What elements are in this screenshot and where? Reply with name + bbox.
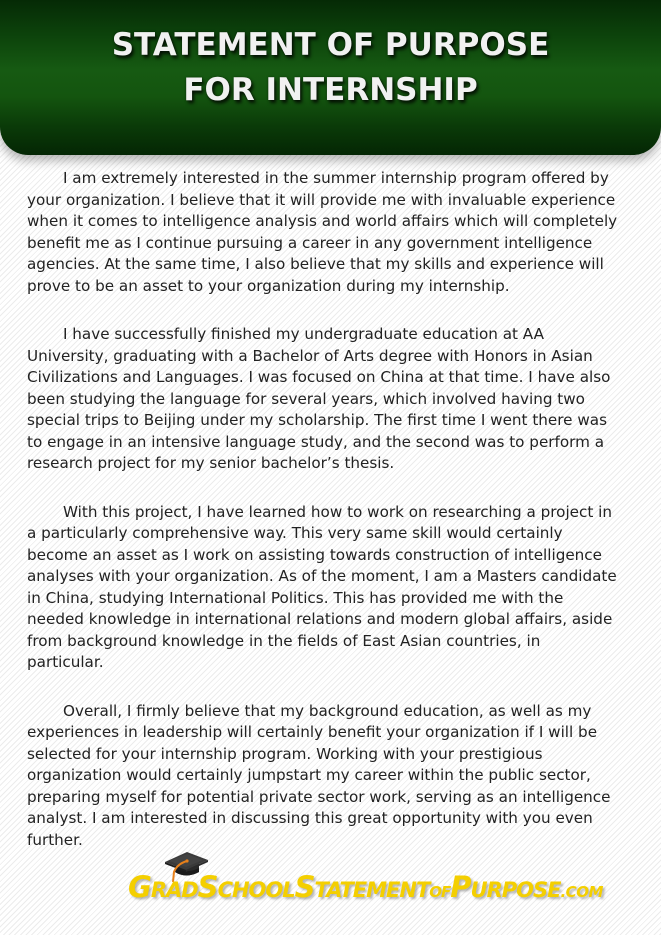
paragraph-2	[27, 324, 637, 475]
text-line: Civilizations and Languages. I was focused on China at that time. I have also	[27, 368, 611, 386]
text-line: selected for your internship program. Working with your prestigious	[27, 744, 543, 763]
text-line: prove to be an asset to your organization during my internship.	[27, 276, 510, 295]
text-line: when it comes to intelligence analysis and world affairs which will completely	[27, 212, 618, 230]
text-line: been studying the language for several years, which involved having two	[27, 389, 585, 408]
text-line: Overall, I firmly believe that my background education, as well as my	[63, 701, 592, 720]
text-line: benefit me as I continue pursuing a career in any government intelligence	[27, 233, 593, 252]
logo-part: G	[128, 870, 151, 904]
logo-part: P	[450, 870, 471, 904]
paragraph-1	[27, 168, 637, 297]
text-line: I am extremely interested in the summer internship program offered by	[63, 169, 609, 187]
logo-part: OF	[429, 883, 451, 901]
text-line: agencies. At the same time, I also believe that my skills and experience will	[27, 255, 604, 273]
text-line: University, graduating with a Bachelor of Arts degree with Honors in Asian	[27, 346, 593, 365]
text-line: in China, studying International Politics. This has provided me with the	[27, 588, 564, 607]
logo-wordmark	[128, 870, 603, 904]
text-line: become an asset as I work on assisting towards construction of intelligence	[27, 545, 603, 564]
logo-part: RAD	[150, 878, 198, 902]
logo-part: .COM	[560, 883, 603, 901]
text-line: from background knowledge in the fields of East Asian countries, in	[27, 631, 541, 650]
text-line: experiences in leadership will certainly benefit your organization if I will be	[27, 723, 598, 741]
text-line: I have successfully finished my undergraduate education at AA	[63, 325, 544, 343]
text-line: needed knowledge in international relations and modern global affairs, aside	[27, 610, 613, 628]
text-line: a particularly comprehensive way. This very same skill would certainly	[27, 524, 563, 542]
site-logo[interactable]	[128, 848, 603, 908]
logo-part: TATEMENT	[314, 878, 430, 902]
logo-part: URPOSE	[470, 878, 561, 902]
text-line: further.	[27, 830, 83, 849]
text-line: analyses with your organization. As of the moment, I am a Masters candidate	[27, 567, 617, 585]
logo-part: CHOOL	[217, 878, 295, 902]
text-line: organization would certainly jumpstart my career within the public sector,	[27, 766, 591, 784]
text-line: analyst. I am interested in discussing this great opportunity with you even	[27, 809, 593, 827]
statement-body	[27, 168, 637, 878]
text-line: your organization. I believe that it will provide me with invaluable experience	[27, 190, 616, 209]
page-title-line-1: STATEMENT OF PURPOSE	[111, 27, 550, 63]
text-line: preparing myself for potential private sector work, serving as an intelligence	[27, 787, 611, 806]
text-line: With this project, I have learned how to work on researching a project in	[63, 502, 613, 521]
paragraph-4	[27, 701, 637, 852]
text-line: to engage in an intensive language study, and the second was to perform a	[27, 432, 605, 451]
text-line: special trips to Beijing under my scholarship. The first time I went there was	[27, 411, 607, 429]
text-line: research project for my senior bachelor’s thesis.	[27, 454, 395, 472]
logo-part: S	[294, 870, 315, 904]
header-banner	[0, 0, 661, 155]
paragraph-3	[27, 502, 637, 674]
text-line: particular.	[27, 653, 104, 671]
page-title-line-2: FOR INTERNSHIP	[183, 72, 478, 108]
logo-part: S	[197, 870, 218, 904]
